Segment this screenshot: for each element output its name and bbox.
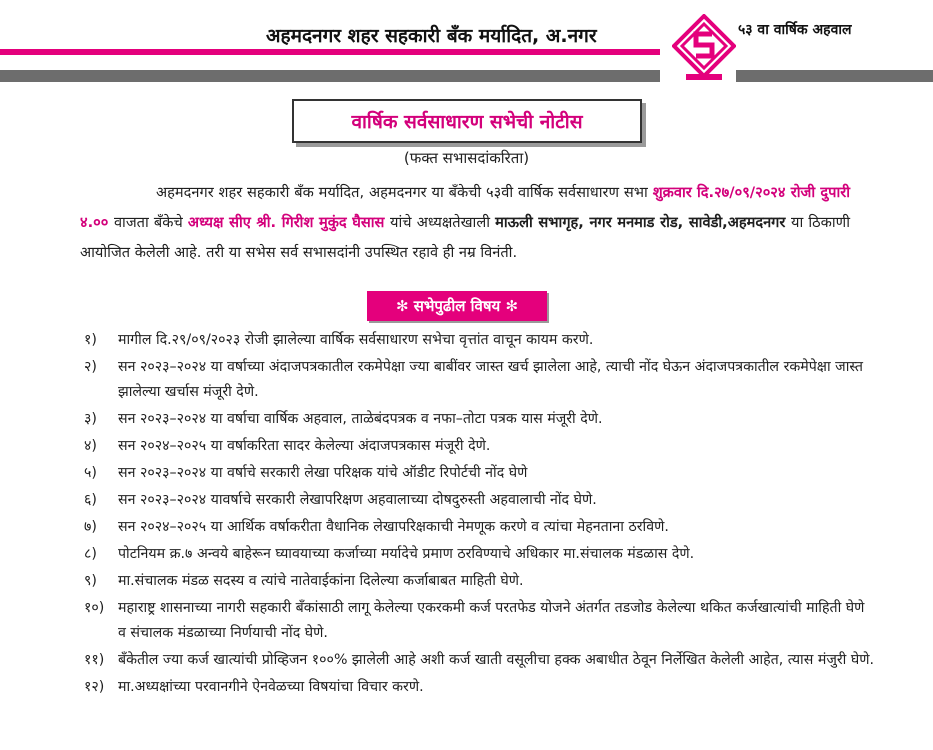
agenda-item-number: ६) bbox=[84, 492, 97, 508]
agenda-item-text: सन २०२३–२०२४ या वर्षाचा वार्षिक अहवाल, ताळेबंदपत्रक व नफा–तोटा पत्रक यास मंजूरी देणे. bbox=[118, 411, 603, 427]
agenda-item bbox=[84, 434, 874, 459]
header-gray-rule-right bbox=[736, 70, 933, 82]
agenda-item-text: सन २०२३–२०२४ यावर्षाचे सरकारी लेखापरिक्षण अहवालाच्या दोषदुरुस्ती अहवालाची नोंद घेणे. bbox=[118, 492, 597, 508]
agenda-item-text: सन २०२४–२०२५ या वर्षाकरिता सादर केलेल्या अंदाजपत्रकास मंजूरी देणे. bbox=[118, 438, 491, 454]
agenda-item-number: ५) bbox=[84, 465, 97, 481]
agenda-item-text: मा.संचालक मंडळ सदस्य व त्यांचे नातेवाईकांना दिलेल्या कर्जाबाबत माहिती घेणे. bbox=[118, 573, 524, 589]
para-part-1: अहमदनगर शहर सहकारी बँक मर्यादित, अहमदनगर या बँकेची ५३वी वार्षिक सर्वसाधारण सभा bbox=[156, 184, 653, 201]
agenda-item-text: मागील दि.२९/०९/२०२३ रोजी झालेल्या वार्षिक सर्वसाधारण सभेचा वृत्तांत वाचून कायम करणे. bbox=[118, 332, 594, 348]
para-part-7: या ठिकाणी आयोजित केलेली आहे. तरी या सभेस सर्व सभासदांनी उपस्थित रहावे ही नम्र विनंती. bbox=[80, 214, 850, 261]
agenda-item bbox=[84, 461, 874, 486]
agenda-item-number: १२) bbox=[84, 679, 105, 695]
agenda-item bbox=[84, 328, 874, 353]
meeting-datetime: शुक्रवार दि.२७/०९/२०२४ रोजी दुपारी ४.०० bbox=[80, 184, 850, 231]
para-part-5: यांचे अध्यक्षतेखाली bbox=[390, 214, 496, 231]
agenda-item-text: सन २०२३–२०२४ या वर्षाचे सरकारी लेखा परिक्षक यांचे ऑडीट रिपोर्टची नोंद घेणे bbox=[118, 465, 528, 481]
notice-title: वार्षिक सर्वसाधारण सभेची नोटीस bbox=[292, 99, 642, 143]
agenda-item-number: १०) bbox=[84, 600, 105, 616]
agenda-item bbox=[84, 488, 874, 513]
agenda-item-number: ४) bbox=[84, 438, 97, 454]
agenda-item-text: महाराष्ट्र शासनाच्या नागरी सहकारी बँकांसाठी लागू केलेल्या एकरकमी कर्ज परतफेड योजने अंतर्गत तडजोड केलेल्या थकित कर्जखात्यांची माहिती घेणे व संचालक मंडळाच्या निर्णयाची नोंद घेणे. bbox=[118, 600, 865, 641]
agenda-item bbox=[84, 596, 874, 646]
bank-emblem-icon bbox=[672, 14, 736, 84]
agenda-item bbox=[84, 355, 874, 405]
meeting-venue: माऊली सभागृह, नगर मनमाड रोड, सावेडी,अहमदनगर bbox=[495, 214, 791, 231]
agenda-item-text: सन २०२३–२०२४ या वर्षाच्या अंदाजपत्रकातील रकमेपेक्षा ज्या बाबींवर जास्त खर्च झालेला आहे, त्याची नोंद घेऊन अंदाजपत्रकातील रकमेपेक्षा जास्त झालेल्या खर्चास मंजूरी देणे. bbox=[118, 359, 863, 400]
agenda-heading: ✻ सभेपुढील विषय ✻ bbox=[367, 291, 547, 321]
agenda-item bbox=[84, 407, 874, 432]
agenda-item bbox=[84, 675, 874, 700]
header-gray-rule-left bbox=[0, 70, 660, 82]
agenda-item-number: ९) bbox=[84, 573, 97, 589]
header-pink-rule bbox=[0, 49, 660, 55]
agenda-list bbox=[84, 328, 874, 702]
report-label: ५३ वा वार्षिक अहवाल bbox=[738, 22, 852, 38]
agenda-item-text: मा.अध्यक्षांच्या परवानगीने ऐनवेळच्या विषयांचा विचार करणे. bbox=[118, 679, 424, 695]
agenda-item bbox=[84, 515, 874, 540]
notice-paragraph bbox=[80, 178, 850, 268]
agenda-item-text: सन २०२४–२०२५ या आर्थिक वर्षाकरीता वैधानिक लेखापरिक्षकाची नेमणूक करणे व त्यांचा मेहनताना ठरविणे. bbox=[118, 519, 669, 535]
agenda-item bbox=[84, 569, 874, 594]
para-part-3: वाजता बँकेचे bbox=[113, 214, 188, 231]
notice-subtitle: (फक्त सभासदांकरिता) bbox=[403, 149, 530, 167]
agenda-item-number: २) bbox=[84, 359, 97, 375]
agenda-item-number: ११) bbox=[84, 652, 105, 668]
agenda-item-text: पोटनियम क्र.७ अन्वये बाहेरून घ्यावयाच्या कर्जाच्या मर्यादेचे प्रमाण ठरविण्याचे अधिकार मा.संचालक मंडळास देणे. bbox=[118, 546, 695, 562]
agenda-item-number: ८) bbox=[84, 546, 97, 562]
agenda-item-number: १) bbox=[84, 332, 97, 348]
agenda-item bbox=[84, 542, 874, 567]
bank-name: अहमदनगर शहर सहकारी बँक मर्यादित, अ.नगर bbox=[266, 25, 597, 47]
agenda-item-text: बँकेतील ज्या कर्ज खात्यांची प्रोव्हिजन १००% झालेली आहे अशी कर्ज खाती वसूलीचा हक्क अबाधीत ठेवून निर्लेखित केलेली आहेत, त्यास मंजुरी घेणे. bbox=[118, 652, 874, 668]
agenda-item-number: ७) bbox=[84, 519, 97, 535]
chairman-name: अध्यक्ष सीए श्री. गिरीश मुकुंद घैसास bbox=[187, 214, 391, 231]
agenda-item bbox=[84, 648, 874, 673]
agenda-item-number: ३) bbox=[84, 411, 97, 427]
